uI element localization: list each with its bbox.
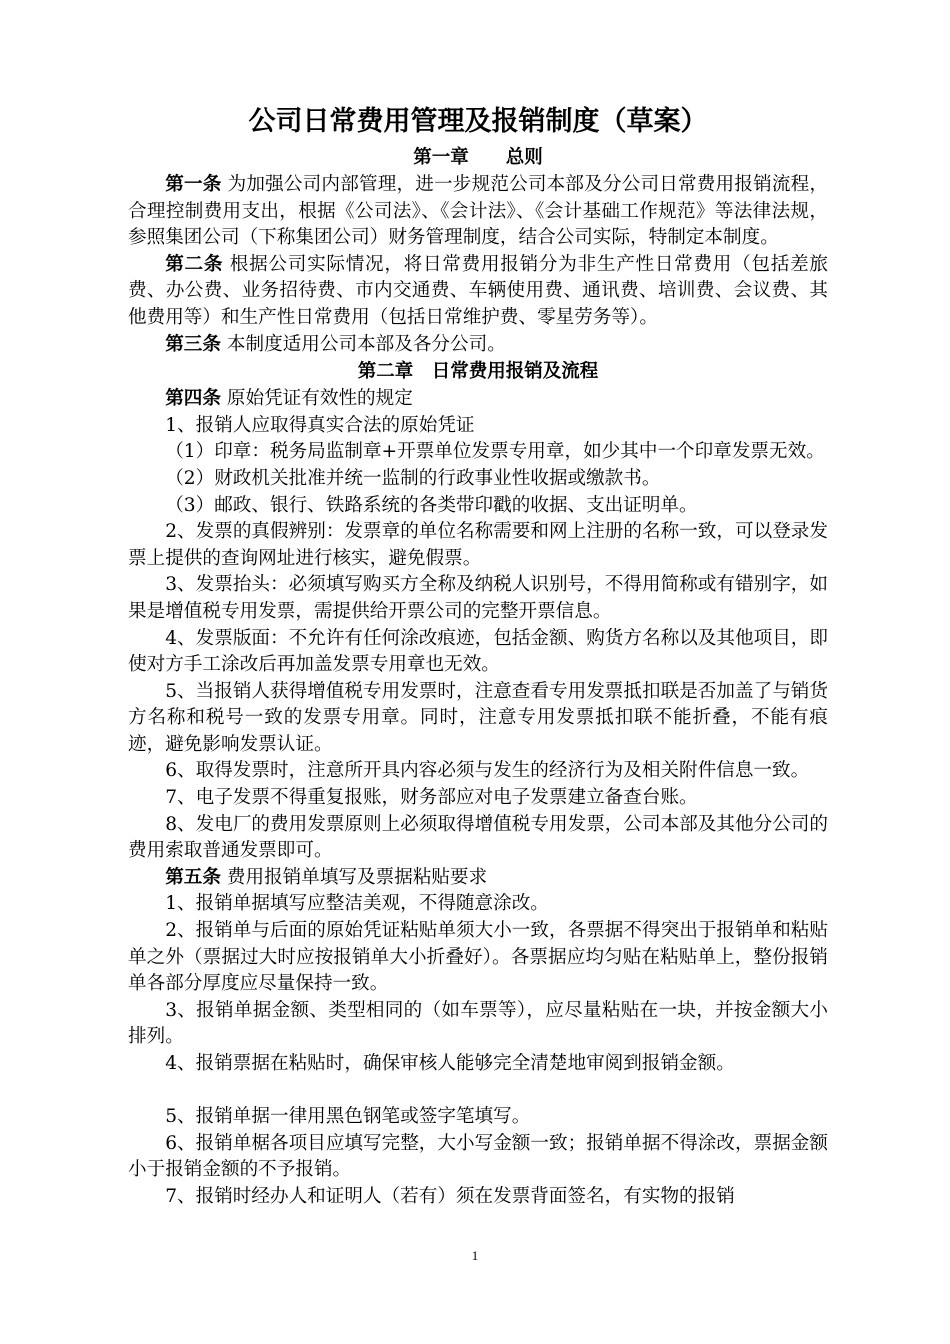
article-4-label: 第四条 bbox=[165, 388, 221, 410]
page-number: 1 bbox=[471, 1248, 479, 1263]
article-5-text: 费用报销单填写及票据粘贴要求 bbox=[220, 866, 488, 888]
article-5-label: 第五条 bbox=[165, 866, 221, 888]
article-4-item: 4、发票版面：不允许有任何涂改痕迹，包括金额、购货方名称以及其他项目，即使对方手工涂改后再加盖发票专用章也无效。 bbox=[128, 627, 828, 676]
article-5-item: 4、报销票据在粘贴时，确保审核人能够完全清楚地审阅到报销金额。 bbox=[165, 1053, 735, 1074]
article-1-text: 为加强公司内部管理，进一步规范公司本部及分公司日常费用报销流程，合理控制费用支出，根据《公司法》、《会计法》、《会计基础工作规范》等法律法规，参照集团公司（下称集团公司）财务管理制度，结合公司实际，特制定本制度。 bbox=[128, 174, 828, 249]
article-3-text: 本制度适用公司本部及各分公司。 bbox=[220, 333, 506, 355]
article-4-item: 1、报销人应取得真实合法的原始凭证 bbox=[165, 414, 475, 436]
article-5-item: 2、报销单与后面的原始凭证粘贴单须大小一致，各票据不得突出于报销单和粘贴单之外（票据过大时应按报销单大小折叠好）。各票据应均匀贴在粘贴单上，整份报销单各部分厚度应尽量保持一致。 bbox=[128, 920, 828, 995]
article-4-item: 6、取得发票时，注意所开具内容必须与发生的经济行为及相关附件信息一致。 bbox=[165, 760, 810, 782]
article-2-text: 根据公司实际情况，将日常费用报销分为非生产性日常费用（包括差旅费、办公费、业务招待费、市内交通费、车辆使用费、通讯费、培训费、会议费、其他费用等）和生产性日常费用（包括日常维护费、零星劳务等）。 bbox=[128, 253, 828, 328]
article-4-item: 2、发票的真假辨别：发票章的单位名称需要和网上注册的名称一致，可以登录发票上提供的查询网址进行核实，避免假票。 bbox=[128, 521, 828, 569]
article-4-item: 3、发票抬头：必须填写购买方全称及纳税人识别号，不得用简称或有错别字，如果是增值税专用发票，需提供给开票公司的完整开票信息。 bbox=[128, 574, 828, 622]
document-title: 公司日常费用管理及报销制度（草案） bbox=[248, 106, 708, 137]
article-4-text: 原始凭证有效性的规定 bbox=[220, 388, 413, 410]
article-5-item: 6、报销单椐各项目应填写完整，大小写金额一致；报销单据不得涂改，票据金额小于报销金额的不予报销。 bbox=[128, 1132, 828, 1181]
article-2-label: 第二条 bbox=[165, 253, 224, 275]
article-4-item: 7、电子发票不得重复报账，财务部应对电子发票建立备查台账。 bbox=[165, 787, 698, 809]
chapter-2-heading: 第二章 日常费用报销及流程 bbox=[357, 361, 599, 383]
article-5-item: 1、报销单据填写应整洁美观，不得随意涂改。 bbox=[165, 893, 549, 915]
article-4-item: （2）财政机关批准并统一监制的行政事业性收据或缴款书。 bbox=[165, 467, 661, 489]
article-4-item: （1）印章：税务局监制章+开票单位发票专用章，如少其中一个印章发票无效。 bbox=[165, 441, 825, 463]
document-body bbox=[128, 100, 828, 1211]
chapter-1-heading: 第一章 总则 bbox=[413, 147, 543, 168]
article-1-label: 第一条 bbox=[165, 174, 222, 195]
article-4-item: 8、发电厂的费用发票原则上必须取得增值税专用发票，公司本部及其他分公司的费用索取普通发票即可。 bbox=[128, 813, 828, 862]
article-1 bbox=[128, 172, 828, 252]
article-4 bbox=[128, 386, 828, 413]
article-4-item: 5、当报销人获得增值税专用发票时，注意查看专用发票抵扣联是否加盖了与销货方名称和税号一致的发票专用章。同时，注意专用发票抵扣联不能折叠，不能有痕迹，避免影响发票认证。 bbox=[128, 680, 828, 755]
article-3-label: 第三条 bbox=[165, 333, 221, 355]
article-4-item: （3）邮政、银行、铁路系统的各类带印戳的收据、支出证明单。 bbox=[165, 494, 698, 516]
article-3 bbox=[128, 332, 828, 359]
article-5 bbox=[128, 865, 828, 892]
article-5-item: 3、报销单据金额、类型相同的（如车票等），应尽量粘贴在一块，并按金额大小排列。 bbox=[128, 999, 828, 1048]
article-2 bbox=[128, 252, 828, 332]
article-5-item: 5、报销单据一律用黑色钢笔或签字笔填写。 bbox=[165, 1106, 531, 1128]
article-5-item: 7、报销时经办人和证明人（若有）须在发票背面签名，有实物的报销 bbox=[165, 1185, 735, 1207]
